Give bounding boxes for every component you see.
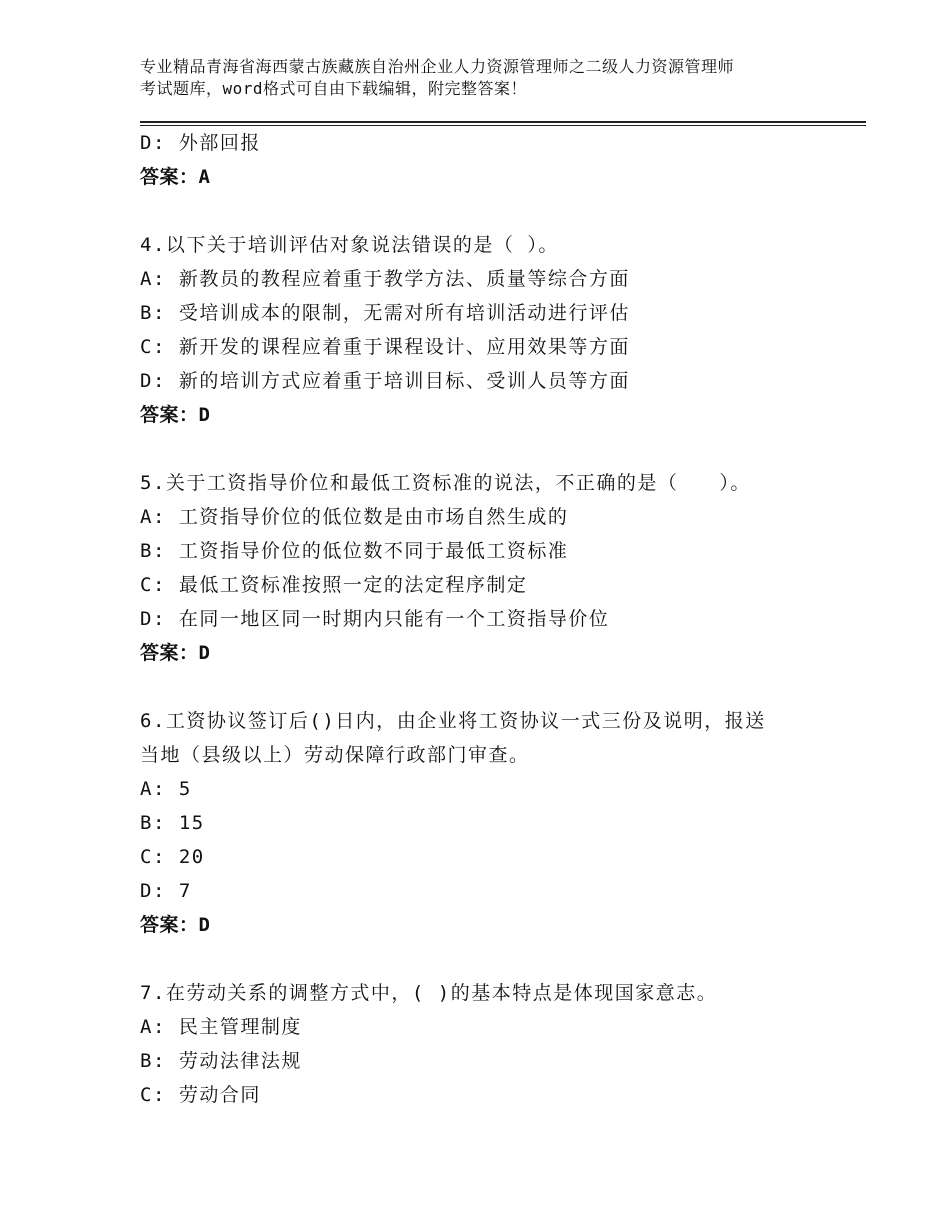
question-4 [140, 228, 840, 432]
spacer [140, 194, 840, 228]
spacer [140, 942, 840, 976]
header-rule-thick [140, 121, 866, 123]
question-stem: 7.在劳动关系的调整方式中，( )的基本特点是体现国家意志。 [140, 982, 718, 1004]
option-d: D: 外部回报 [140, 132, 261, 154]
option-b: B: 工资指导价位的低位数不同于最低工资标准 [140, 540, 569, 562]
spacer [140, 670, 840, 704]
carryover-question [140, 126, 840, 194]
option-c: C: 最低工资标准按照一定的法定程序制定 [140, 574, 528, 596]
option-b: B: 劳动法律法规 [140, 1050, 302, 1072]
question-6 [140, 704, 840, 942]
option-c: C: 劳动合同 [140, 1084, 261, 1106]
document-header [140, 56, 830, 100]
option-a: A: 民主管理制度 [140, 1016, 302, 1038]
answer: 答案：D [140, 642, 211, 664]
option-b: B: 受培训成本的限制，无需对所有培训活动进行评估 [140, 302, 630, 324]
option-d: D: 在同一地区同一时期内只能有一个工资指导价位 [140, 608, 610, 630]
question-stem-line-1: 6.工资协议签订后()日内，由企业将工资协议一式三份及说明，报送 [140, 710, 766, 732]
question-7 [140, 976, 840, 1112]
spacer [140, 432, 840, 466]
option-c: C: 新开发的课程应着重于课程设计、应用效果等方面 [140, 336, 630, 358]
question-stem: 4.以下关于培训评估对象说法错误的是（ ）。 [140, 234, 559, 256]
option-a: A: 5 [140, 778, 192, 800]
answer: 答案：D [140, 914, 211, 936]
option-d: D: 7 [140, 880, 192, 902]
option-c: C: 20 [140, 846, 205, 868]
header-line-2: 考试题库，word格式可自由下载编辑，附完整答案！ [140, 79, 528, 98]
option-a: A: 工资指导价位的低位数是由市场自然生成的 [140, 506, 569, 528]
question-stem: 5.关于工资指导价位和最低工资标准的说法，不正确的是（ ）。 [140, 472, 751, 494]
question-stem-line-2: 当地（县级以上）劳动保障行政部门审查。 [140, 744, 530, 766]
option-b: B: 15 [140, 812, 205, 834]
answer: 答案：D [140, 404, 211, 426]
question-5 [140, 466, 840, 670]
document-body [140, 126, 840, 1112]
option-d: D: 新的培训方式应着重于培训目标、受训人员等方面 [140, 370, 630, 392]
option-a: A: 新教员的教程应着重于教学方法、质量等综合方面 [140, 268, 630, 290]
header-line-1: 专业精品青海省海西蒙古族藏族自治州企业人力资源管理师之二级人力资源管理师 [140, 57, 735, 76]
answer: 答案：A [140, 166, 211, 188]
